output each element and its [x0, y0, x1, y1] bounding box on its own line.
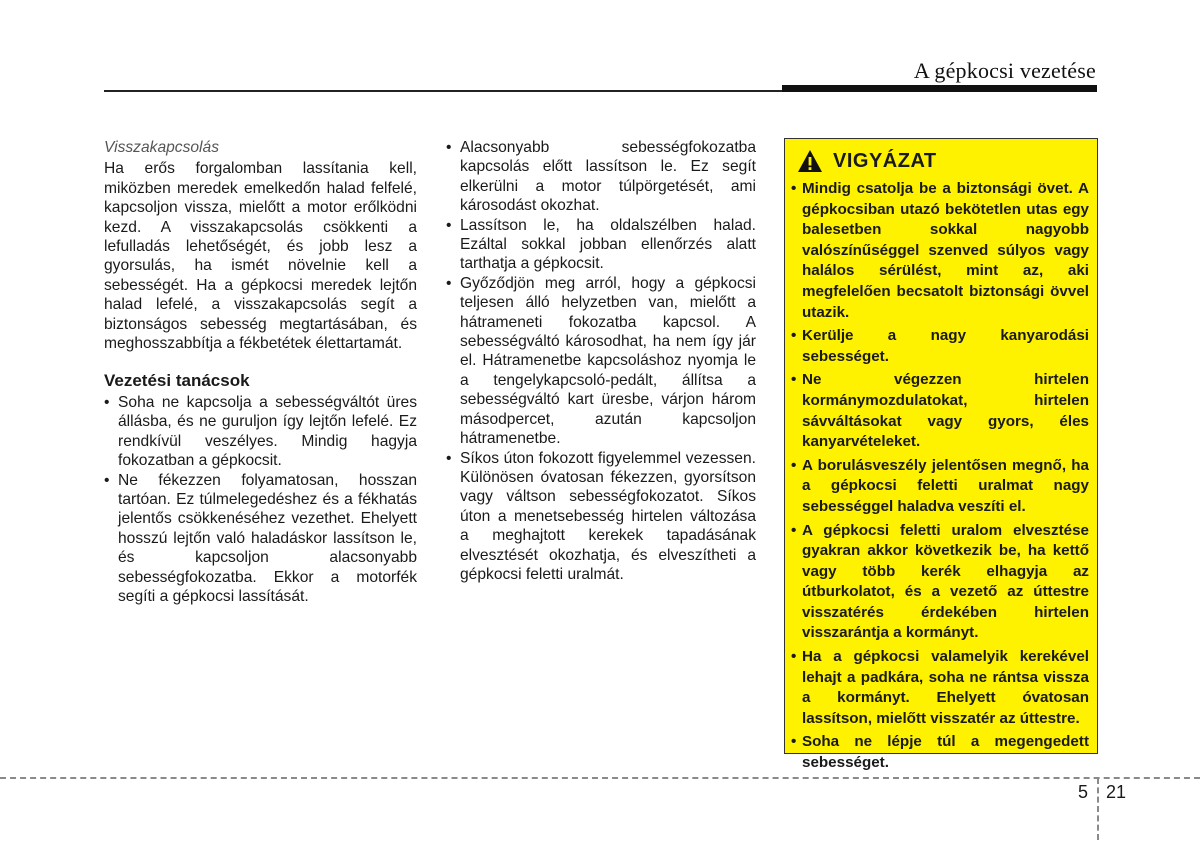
- warning-box: [784, 138, 1098, 772]
- warning-header: [797, 149, 1089, 173]
- page-header-title: A gépkocsi vezetése: [913, 58, 1096, 83]
- warning-item-text: Soha ne lépje túl a megengedett sebességet.: [802, 733, 1089, 772]
- driving-tips-list-continued: [446, 138, 756, 584]
- warning-triangle-icon: [797, 149, 823, 173]
- warning-title: VIGYÁZAT: [833, 149, 937, 172]
- warning-item-text: Kerülje a nagy kanyarodási sebességet.: [802, 327, 1089, 365]
- list-item: [446, 274, 756, 449]
- list-item: [446, 138, 756, 216]
- warning-item: [791, 179, 1089, 323]
- warning-item-text: A gépkocsi feletti uralom elvesztése gyakran akkor következik be, ha kettő vagy több kerék elhagyja az útburkolatot, és a vezető az úttestre visszatérés érdekében hirtelen visszarántja a kormányt.: [802, 521, 1089, 642]
- bullet-dot: •: [446, 274, 452, 292]
- bullet-dot: •: [791, 648, 797, 666]
- page-number: 21: [1106, 782, 1127, 802]
- driving-tips-list: [104, 393, 417, 606]
- page-number-separator: [1097, 778, 1099, 840]
- warning-item-text: Ha a gépkocsi valamelyik kerekével lehajt a padkára, soha ne rántsa vissza a kormányt. Ehelyett óvatosan lassítson, mielőtt visszatér az úttestre.: [802, 648, 1089, 727]
- bullet-dot: •: [446, 216, 452, 234]
- warning-item: [791, 326, 1089, 367]
- bullet-dot: •: [104, 471, 110, 489]
- section-title-driving-tips: Vezetési tanácsok: [104, 371, 250, 391]
- list-item: [446, 216, 756, 274]
- bullet-dot: •: [446, 139, 452, 156]
- text-column-middle: [446, 138, 756, 584]
- downshifting-paragraph: Ha erős forgalomban lassítania kell, miközben meredek emelkedőn halad felfelé, kapcsoljon vissza, mielőtt a motor erőlködni kezd. A visszakapcsolás csökkenti a lefulladás lehetőségét, és jobb lesz a gyorsulás, ha ismét növelnie kell a sebességét. Ha a gépkocsi meredek lejtőn halad lefelé, a visszakapcsolás segít a biztonságos sebesség megtartásában, és meghosszabbítja a fékbetétek élettartamát.: [104, 160, 417, 353]
- list-item-text: Győződjön meg arról, hogy a gépkocsi teljesen álló helyzetben van, mielőtt a hátrameneti fokozatba kapcsol. A sebességváltó károsodhat, ha nem így jár el. Hátramenetbe kapcsoláshoz nyomja le a tengelykapcsoló-pedált, állítsa a sebességváltó kart üresbe, várjon három másodpercet, azután kapcsoljon hátramenetbe.: [460, 274, 756, 448]
- warning-item: [791, 732, 1089, 773]
- header-rule-accent: [782, 85, 1097, 92]
- warning-item: [791, 456, 1089, 518]
- bullet-dot: •: [446, 449, 452, 467]
- bullet-dot: •: [791, 456, 797, 474]
- list-item-text: Soha ne kapcsolja a sebességváltót üres állásba, és ne guruljon így lejtőn lefelé. Ez rendkívül veszélyes. Mindig hagyja fokozatban a gépkocsit.: [118, 393, 417, 470]
- bullet-dot: •: [791, 371, 797, 389]
- text-column-left: [104, 138, 417, 606]
- warning-item-text: Mindig csatolja be a biztonsági övet. A gépkocsiban utazó bekötetlen utas egy balesetben sokkal nagyobb valószínűséggel szenved súlyos vagy halálos sérülést, mint az, aki megfelelően becsatolt biztonsági övvel utazik.: [802, 180, 1089, 321]
- bullet-dot: •: [791, 327, 797, 345]
- bullet-dot: •: [791, 733, 797, 751]
- warning-item: [791, 370, 1089, 452]
- list-item-text: Alacsonyabb sebességfokozatba kapcsolás előtt lassítson le. Ez segít elkerülni a motor túlpörgetését, ami károsodást okozhat.: [460, 139, 756, 215]
- warning-item-text: Ne végezzen hirtelen kormánymozdulatokat, hirtelen sávváltásokat vagy gyors, éles kanyarvételeket.: [802, 371, 1089, 451]
- list-item: [446, 449, 756, 585]
- list-item: [104, 393, 417, 471]
- bullet-dot: •: [104, 393, 110, 411]
- warning-list: [791, 179, 1089, 774]
- list-item-text: Lassítson le, ha oldalszélben halad. Ezáltal sokkal jobban ellenőrzés alatt tarthatja a gépkocsit.: [460, 216, 756, 273]
- footer-dashed-rule: [0, 777, 1200, 779]
- subheading-downshifting: Visszakapcsolás: [104, 139, 219, 156]
- list-item-text: Síkos úton fokozott figyelemmel vezessen. Különösen óvatosan fékezzen, gyorsítson vagy váltson sebességfokozatot. Síkos úton a menetsebesség hirtelen változása a meghajtott kerekek tapadásának elvesztését okozhatja, és elveszítheti a gépkocsi feletti uralmát.: [460, 449, 756, 583]
- bullet-dot: •: [791, 521, 797, 539]
- chapter-number: 5: [1078, 782, 1089, 802]
- bullet-dot: •: [791, 180, 797, 197]
- header-rule: [104, 90, 784, 92]
- list-item: [104, 471, 417, 607]
- warning-item-text: A borulásveszély jelentősen megnő, ha a gépkocsi feletti uralmat nagy sebességgel haladva veszíti el.: [802, 456, 1089, 515]
- warning-item: [791, 521, 1089, 645]
- warning-item: [791, 647, 1089, 729]
- list-item-text: Ne fékezzen folyamatosan, hosszan tartóan. Ez túlmelegedéshez és a fékhatás jelentős csökkenéséhez vezethet. Ehelyett hosszú lejtőn való haladáskor lassítson le, és kapcsoljon alacsonyabb sebességfokozatba. Ekkor a motorfék segíti a gépkocsi lassítását.: [118, 471, 417, 605]
